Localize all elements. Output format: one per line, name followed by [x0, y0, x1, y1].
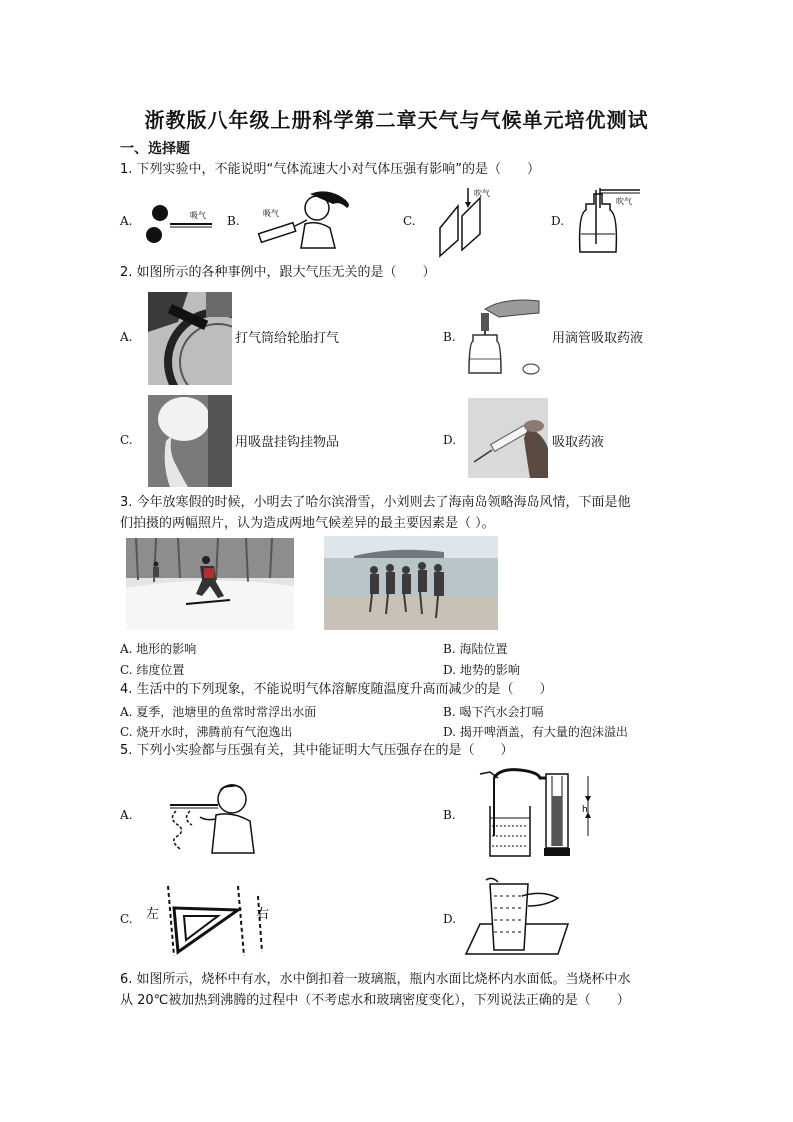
q1-option-c: C. [403, 214, 416, 228]
q4-option-b: B. 喝下汽水会打嗝 [443, 705, 544, 719]
q3-option-b: B. 海陆位置 [443, 642, 508, 656]
q3-option-a: A. 地形的影响 [120, 642, 197, 656]
q3-option-d: D. 地势的影响 [443, 663, 520, 677]
q3-option-c: C. 纬度位置 [120, 663, 185, 677]
q5-option-a: A. [120, 808, 133, 822]
q2-option-c-text: 用吸盘挂钩挂物品 [235, 435, 340, 450]
q5-image-b-manometer [470, 766, 600, 862]
q5-option-d: D. [443, 912, 457, 926]
q3-photo-beach [324, 536, 498, 630]
page-title: 浙教版八年级上册科学第二章天气与气候单元培优测试 [144, 108, 649, 132]
q1-a-label: 吸气 [190, 211, 206, 220]
q1-image-b [255, 186, 355, 251]
q1-image-c [430, 186, 505, 258]
q2-option-b-letter: B. [443, 330, 456, 344]
q3-photo-skiing [126, 538, 294, 630]
q2-option-c-letter: C. [120, 433, 133, 447]
q1-option-d: D. [551, 214, 565, 228]
q1-stem: 1. 下列实验中，不能说明“气体流速大小对气体压强有影响”的是（ ） [120, 162, 541, 177]
q3-stem-line2: 们拍摄的两幅照片，认为造成两地气候差异的最主要因素是（ ）。 [120, 516, 495, 531]
section-heading: 一、选择题 [120, 141, 190, 157]
q1-d-label: 吹气 [616, 197, 632, 206]
q5-b-h-label: h [582, 805, 588, 815]
q2-option-d-letter: D. [443, 433, 457, 447]
q2-image-b-dropper [465, 295, 545, 377]
q6-stem-line2: 从 20℃被加热到沸腾的过程中（不考虑水和玻璃密度变化），下列说法正确的是（ ） [120, 993, 630, 1008]
q1-b-label: 吸气 [263, 209, 279, 218]
q1-image-d [572, 186, 644, 258]
q2-option-a-letter: A. [120, 330, 133, 344]
q5-stem: 5. 下列小实验都与压强有关，其中能证明大气压强存在的是（ ） [120, 743, 514, 758]
q2-photo-a-tire-pump [148, 292, 232, 385]
q3-stem-line1: 3. 今年放寒假的时候，小明去了哈尔滨滑雪，小刘则去了海南岛领略海岛风情，下面是他 [120, 495, 631, 510]
q4-option-c: C. 烧开水时，沸腾前有气泡逸出 [120, 725, 293, 739]
q1-c-label: 吹气 [474, 189, 490, 198]
q2-option-a-text: 打气筒给轮胎打气 [235, 331, 340, 346]
q2-photo-d-syringe [468, 398, 548, 478]
q4-option-a: A. 夏季，池塘里的鱼常时常浮出水面 [120, 705, 317, 719]
q5-image-c-triangle [144, 880, 274, 960]
q1-image-a [140, 196, 215, 246]
q2-option-b-text: 用滴管吸取药液 [552, 331, 644, 346]
q5-c-right-label: 右 [256, 907, 270, 922]
q5-image-d-inverted-cup [462, 876, 572, 960]
q5-option-c: C. [120, 912, 133, 926]
q4-option-d: D. 揭开啤酒盖，有大量的泡沫溢出 [443, 725, 628, 739]
q2-photo-c-suction-hook [148, 395, 232, 487]
q5-option-b: B. [443, 808, 456, 822]
q5-image-a-boy-blowing [146, 775, 258, 855]
q5-c-left-label: 左 [146, 907, 160, 922]
q1-option-a: A. [120, 214, 133, 228]
q4-stem: 4. 生活中的下列现象，不能说明气体溶解度随温度升高而减少的是（ ） [120, 682, 553, 697]
q1-option-b: B. [227, 214, 240, 228]
q6-stem-line1: 6. 如图所示，烧杯中有水，水中倒扣着一玻璃瓶，瓶内水面比烧杯内水面低。当烧杯中水 [120, 972, 631, 987]
q2-stem: 2. 如图所示的各种事例中，跟大气压无关的是（ ） [120, 265, 436, 280]
q2-option-d-text: 吸取药液 [552, 435, 605, 450]
